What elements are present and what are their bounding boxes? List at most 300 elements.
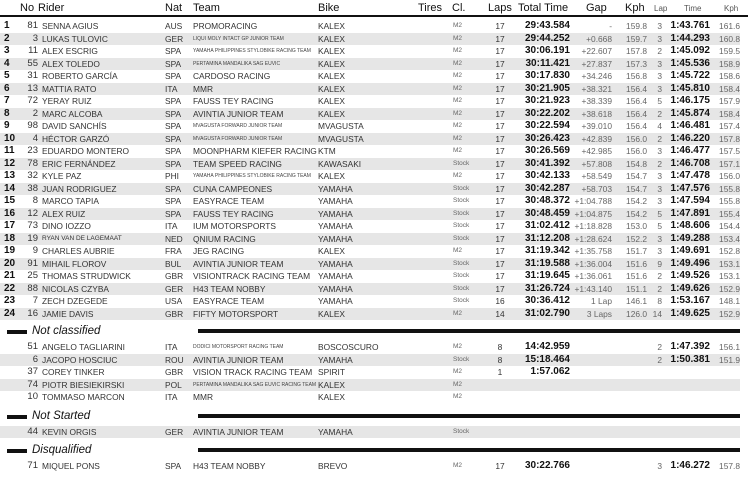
best-lap-number: 3 xyxy=(657,21,662,31)
best-lap-speed: 148.1 xyxy=(719,296,740,306)
team-name: EASYRACE TEAM xyxy=(193,196,265,206)
rider-number: 6 xyxy=(32,353,38,365)
laps: 17 xyxy=(495,283,505,294)
team-name: H43 TEAM NOBBY xyxy=(193,461,266,471)
bike: YAMAHA xyxy=(318,221,353,231)
section-divider xyxy=(198,448,740,452)
best-lap-number: 3 xyxy=(657,71,662,81)
best-lap-time: 1:53.167 xyxy=(670,295,710,306)
nationality: POL xyxy=(165,379,182,390)
best-lap-time: 1:47.891 xyxy=(670,207,710,219)
avg-speed: 156.0 xyxy=(626,146,647,156)
best-lap-time: 1:46.272 xyxy=(670,460,710,471)
position: 8 xyxy=(4,107,10,119)
rider-name: MATTIA RATO xyxy=(42,83,97,94)
class: Stock xyxy=(453,355,470,363)
gap: +1:18.828 xyxy=(574,221,612,231)
position: 17 xyxy=(4,220,16,231)
team-name: LIQUI MOLY INTACT GP JUNIOR TEAM xyxy=(193,35,284,42)
table-row xyxy=(0,195,740,207)
nationality: SPA xyxy=(165,58,182,69)
best-lap-time: 1:49.526 xyxy=(670,270,710,281)
best-lap-time: 1:45.722 xyxy=(670,70,710,81)
position: 16 xyxy=(4,207,16,219)
position: 7 xyxy=(4,95,10,106)
total-time: 30:06.191 xyxy=(524,45,570,56)
best-lap-speed: 158.9 xyxy=(719,58,740,69)
team-name: PERTAMINA MANDALIKA SAG EUVIC RACING TEAM xyxy=(193,381,317,388)
gap: +57.808 xyxy=(581,158,612,169)
gap: +1:04.875 xyxy=(574,208,612,219)
laps: 16 xyxy=(495,296,505,306)
best-lap-speed: 152.9 xyxy=(719,308,740,319)
class: M2 xyxy=(453,134,463,142)
gap: +1:35.758 xyxy=(574,246,612,256)
class: Stock xyxy=(453,159,470,167)
best-lap-time: 1:49.691 xyxy=(670,245,710,256)
team-name: IUM MOTORSPORTS xyxy=(193,221,276,231)
table-row xyxy=(0,258,740,270)
bike: KALEX xyxy=(318,33,346,44)
rider-name: TOMMASO MARCON xyxy=(42,392,125,402)
class: M2 xyxy=(453,109,463,117)
gap: +38.321 xyxy=(581,83,612,94)
bike: KALEX xyxy=(318,46,346,56)
position: 23 xyxy=(4,295,16,306)
team-name: YAMAHA PHILIPPINES STYLOBIKE RACING TEAM xyxy=(193,48,311,54)
laps: 1 xyxy=(497,367,503,377)
team-name: PROMORACING xyxy=(193,21,258,31)
rider-name: RYAN VAN DE LAGEMAAT xyxy=(42,234,122,242)
nationality: FRA xyxy=(165,246,182,256)
best-lap-speed: 153.1 xyxy=(719,271,740,281)
rider-number: 19 xyxy=(27,232,38,244)
nationality: GER xyxy=(165,283,184,294)
avg-speed: 156.8 xyxy=(626,71,647,81)
bike: KTM xyxy=(318,146,336,156)
nationality: GER xyxy=(165,33,184,44)
rider-name: DAVID SANCHÍS xyxy=(42,121,107,131)
bike: YAMAHA xyxy=(318,354,353,365)
rider-number: 12 xyxy=(27,207,38,219)
position: 24 xyxy=(4,307,16,319)
laps: 17 xyxy=(495,108,505,119)
avg-speed: 154.8 xyxy=(626,158,647,169)
bike: YAMAHA xyxy=(318,233,353,244)
gap: +39.010 xyxy=(581,121,612,131)
team-name: QNIUM RACING xyxy=(193,233,256,244)
table-row xyxy=(0,120,740,132)
best-lap-number: 2 xyxy=(657,158,662,169)
best-lap-time: 1:46.708 xyxy=(670,157,710,169)
best-lap-number: 2 xyxy=(657,271,662,281)
total-time: 15:18.464 xyxy=(524,353,570,365)
rider-number: 11 xyxy=(28,45,38,56)
avg-speed: 154.7 xyxy=(626,183,647,194)
rider-name: ALEX ESCRIG xyxy=(42,46,98,56)
best-lap-speed: 156.1 xyxy=(719,342,740,352)
best-lap-number: 2 xyxy=(657,46,662,56)
best-lap-speed: 152.9 xyxy=(719,283,740,294)
nationality: ITA xyxy=(165,83,178,94)
rider-name: MARCO TAPIA xyxy=(42,196,99,206)
nationality: GBR xyxy=(165,367,184,377)
best-lap-time: 1:46.175 xyxy=(670,95,710,106)
header-best-kph: Kph xyxy=(724,4,739,13)
rider-name: MIQUEL PONS xyxy=(42,461,100,471)
team-name: AVINTIA JUNIOR TEAM xyxy=(193,354,284,365)
team-name: VISION TRACK RACING TEAM xyxy=(193,367,313,377)
avg-speed: 157.8 xyxy=(626,46,647,56)
rider-number: 37 xyxy=(27,366,38,377)
laps: 17 xyxy=(495,246,505,256)
nationality: SPA xyxy=(165,183,182,194)
gap: +38.339 xyxy=(581,96,612,106)
bike: KAWASAKI xyxy=(318,158,362,169)
total-time: 1:57.062 xyxy=(530,366,570,377)
class: M2 xyxy=(453,59,463,67)
best-lap-time: 1:48.606 xyxy=(670,220,710,231)
nationality: SPA xyxy=(165,146,182,156)
total-time: 30:11.421 xyxy=(525,57,570,69)
total-time: 30:41.392 xyxy=(524,157,570,169)
avg-speed: 151.6 xyxy=(626,271,647,281)
class: M2 xyxy=(453,393,463,400)
avg-speed: 126.0 xyxy=(626,308,647,319)
best-lap-number: 8 xyxy=(657,296,662,306)
laps: 17 xyxy=(495,158,505,169)
table-row xyxy=(0,295,740,307)
bike: KALEX xyxy=(318,108,346,119)
best-lap-speed: 153.1 xyxy=(719,258,740,269)
gap: +27.837 xyxy=(581,58,612,69)
rider-number: 74 xyxy=(27,378,38,390)
table-row xyxy=(0,133,740,145)
team-name: EASYRACE TEAM xyxy=(193,296,265,306)
rider-name: EDUARDO MONTERO xyxy=(42,146,130,156)
position: 11 xyxy=(4,145,15,156)
nationality: USA xyxy=(165,296,183,306)
best-lap-time: 1:45.092 xyxy=(670,45,710,56)
class: M2 xyxy=(453,343,463,350)
best-lap-speed: 158.4 xyxy=(719,108,740,119)
bike: YAMAHA xyxy=(318,183,353,194)
team-name: H43 TEAM NOBBY xyxy=(193,283,266,294)
laps: 17 xyxy=(495,258,505,269)
team-name: FAUSS TEY RACING xyxy=(193,208,274,219)
nationality: ROU xyxy=(165,354,184,365)
bike: MVAGUSTA xyxy=(318,121,364,131)
best-lap-speed: 158.6 xyxy=(719,71,740,81)
best-lap-time: 1:44.293 xyxy=(670,32,710,44)
best-lap-time: 1:46.220 xyxy=(670,132,710,144)
avg-speed: 152.2 xyxy=(626,233,647,244)
team-name: AVINTIA JUNIOR TEAM xyxy=(193,258,284,269)
laps: 17 xyxy=(495,146,505,156)
section-dash xyxy=(7,330,27,334)
total-time: 14:42.959 xyxy=(524,341,570,352)
table-row xyxy=(0,366,740,378)
header-best-time: Time xyxy=(684,4,702,13)
gap: +58.549 xyxy=(581,171,612,181)
table-row xyxy=(0,354,740,366)
nationality: BUL xyxy=(165,258,182,269)
nationality: PHI xyxy=(165,171,179,181)
avg-speed: 156.4 xyxy=(626,96,647,106)
position: 3 xyxy=(4,45,10,56)
nationality: AUS xyxy=(165,21,183,31)
best-lap-number: 2 xyxy=(657,342,662,352)
gap: +1:36.004 xyxy=(574,258,612,269)
gap: +58.703 xyxy=(581,183,612,194)
gap: +38.618 xyxy=(581,108,612,119)
team-name: MMR xyxy=(193,83,214,94)
total-time: 30:36.412 xyxy=(524,295,570,306)
rider-name: JAMIE DAVIS xyxy=(42,308,94,319)
position: 15 xyxy=(4,195,16,206)
table-row xyxy=(0,108,740,120)
laps: 17 xyxy=(495,221,505,231)
bike: KALEX xyxy=(318,379,346,390)
section-dash xyxy=(7,415,27,419)
bike: YAMAHA xyxy=(318,426,353,437)
best-lap-number: 2 xyxy=(657,108,662,119)
best-lap-time: 1:49.496 xyxy=(670,257,710,269)
best-lap-time: 1:50.381 xyxy=(670,353,710,365)
avg-speed: 146.1 xyxy=(626,296,647,306)
header-laps: Laps xyxy=(488,2,512,14)
section-header xyxy=(0,409,748,425)
bike: YAMAHA xyxy=(318,296,353,306)
position: 12 xyxy=(4,157,16,169)
best-lap-number: 3 xyxy=(657,196,662,206)
class: Stock xyxy=(453,297,470,304)
best-lap-number: 2 xyxy=(657,354,662,365)
position: 5 xyxy=(4,70,10,81)
total-time: 30:42.133 xyxy=(524,170,570,181)
total-time: 31:02.790 xyxy=(524,307,570,319)
bike: KALEX xyxy=(318,83,346,94)
best-lap-speed: 155.8 xyxy=(719,196,740,206)
total-time: 30:21.905 xyxy=(524,82,570,94)
avg-speed: 154.7 xyxy=(626,171,647,181)
best-lap-time: 1:47.576 xyxy=(670,182,710,194)
gap: +34.246 xyxy=(581,71,612,81)
best-lap-time: 1:46.477 xyxy=(670,145,710,156)
bike: SPIRIT xyxy=(318,367,345,377)
best-lap-speed: 156.0 xyxy=(719,171,740,181)
class: Stock xyxy=(453,184,470,192)
best-lap-speed: 152.8 xyxy=(719,246,740,256)
rider-name: MARC ALCOBA xyxy=(42,108,103,119)
best-lap-speed: 157.5 xyxy=(719,146,740,156)
best-lap-speed: 155.4 xyxy=(719,208,740,219)
best-lap-number: 2 xyxy=(657,283,662,294)
gap: +22.607 xyxy=(581,46,612,56)
rider-name: ALEX TOLEDO xyxy=(42,58,100,69)
bike: YAMAHA xyxy=(318,283,353,294)
avg-speed: 159.7 xyxy=(626,33,647,44)
table-row xyxy=(0,426,740,438)
team-name: VISIONTRACK RACING TEAM xyxy=(193,271,311,281)
table-row xyxy=(0,270,740,282)
rider-number: 7 xyxy=(32,295,38,306)
table-row xyxy=(0,158,740,170)
position: 6 xyxy=(4,82,10,94)
bike: KALEX xyxy=(318,171,346,181)
total-time: 31:19.588 xyxy=(524,257,570,269)
total-time: 30:48.372 xyxy=(524,195,570,206)
bike: YAMAHA xyxy=(318,258,353,269)
header-tires: Tires xyxy=(418,2,443,14)
position: 19 xyxy=(4,245,16,256)
nationality: GER xyxy=(165,426,184,437)
laps: 17 xyxy=(495,83,505,94)
rider-name: LUKAS TULOVIC xyxy=(42,33,108,44)
best-lap-time: 1:49.288 xyxy=(670,232,710,244)
class: M2 xyxy=(453,22,463,29)
class: Stock xyxy=(453,234,470,242)
laps: 17 xyxy=(495,46,505,56)
total-time: 30:42.287 xyxy=(524,182,570,194)
team-name: JEG RACING xyxy=(193,246,245,256)
table-row xyxy=(0,308,740,320)
rider-number: 55 xyxy=(27,57,38,69)
gap: +1:04.788 xyxy=(574,196,612,206)
avg-speed: 151.6 xyxy=(626,258,647,269)
position: 2 xyxy=(4,32,10,44)
table-row xyxy=(0,341,740,353)
total-time: 30:26.423 xyxy=(524,132,570,144)
class: M2 xyxy=(453,247,463,254)
nationality: SPA xyxy=(165,158,182,169)
team-name: PERTAMINA MANDALIKA SAG EUVIC xyxy=(193,60,281,67)
laps: 17 xyxy=(495,183,505,194)
bike: YAMAHA xyxy=(318,208,353,219)
class: M2 xyxy=(453,147,463,154)
total-time: 30:22.766 xyxy=(524,460,570,471)
best-lap-speed: 161.6 xyxy=(719,21,740,31)
best-lap-time: 1:47.392 xyxy=(670,341,710,352)
total-time: 31:19.342 xyxy=(524,245,570,256)
laps: 17 xyxy=(495,271,505,281)
rider-number: 32 xyxy=(27,170,38,181)
rider-name: THOMAS STRUDWICK xyxy=(42,271,131,281)
rider-name: JACOPO HOSCIUC xyxy=(42,354,118,365)
rider-number: 2 xyxy=(32,107,38,119)
best-lap-speed: 153.4 xyxy=(719,233,740,244)
table-header xyxy=(0,0,748,17)
laps: 17 xyxy=(495,21,505,31)
best-lap-time: 1:43.761 xyxy=(670,20,710,31)
rider-name: PIOTR BIESIEKIRSKI xyxy=(42,379,125,390)
section-title: Not classified xyxy=(32,325,101,337)
class: M2 xyxy=(453,309,463,317)
header-class: Cl. xyxy=(452,2,466,14)
rider-number: 4 xyxy=(32,132,38,144)
bike: MVAGUSTA xyxy=(318,133,364,144)
team-name: AVINTIA JUNIOR TEAM xyxy=(193,108,284,119)
gap: +0.668 xyxy=(586,33,612,44)
nationality: SPA xyxy=(165,196,182,206)
rider-number: 44 xyxy=(27,425,38,437)
total-time: 29:44.252 xyxy=(524,32,570,44)
table-row xyxy=(0,33,740,45)
laps: 14 xyxy=(495,308,505,319)
nationality: GBR xyxy=(165,308,184,319)
rider-name: CHARLES AUBRIE xyxy=(42,246,115,256)
team-name: MOONPHARM KIEFER RACING xyxy=(193,146,317,156)
header-best-lap: Lap xyxy=(654,4,668,13)
team-name: CARDOSO RACING xyxy=(193,71,271,81)
laps: 8 xyxy=(497,342,503,352)
best-lap-number: 9 xyxy=(657,258,662,269)
nationality: SPA xyxy=(165,461,182,471)
section-divider xyxy=(198,329,740,333)
laps: 17 xyxy=(495,196,505,206)
team-name: TEAM SPEED RACING xyxy=(193,158,282,169)
position: 9 xyxy=(4,120,10,131)
rider-number: 88 xyxy=(27,282,38,294)
laps: 17 xyxy=(495,121,505,131)
team-name: AVINTIA JUNIOR TEAM xyxy=(193,426,284,437)
avg-speed: 154.2 xyxy=(626,196,647,206)
rider-number: 73 xyxy=(27,220,38,231)
table-row xyxy=(0,170,740,182)
table-row xyxy=(0,245,740,257)
team-name: MVAGUSTA FORWARD JUNIOR TEAM xyxy=(193,123,283,129)
table-row xyxy=(0,233,740,245)
position: 22 xyxy=(4,282,16,294)
laps: 8 xyxy=(497,354,503,365)
header-total-time: Total Time xyxy=(518,2,569,14)
bike: KALEX xyxy=(318,308,346,319)
best-lap-speed: 159.5 xyxy=(719,46,740,56)
rider-name: JUAN RODRIGUEZ xyxy=(42,183,117,194)
section-title: Not Started xyxy=(32,409,91,422)
best-lap-speed: 157.8 xyxy=(719,133,740,144)
bike: KALEX xyxy=(318,58,346,69)
gap: +1:43.140 xyxy=(574,283,612,294)
total-time: 31:26.724 xyxy=(524,282,570,294)
total-time: 30:22.202 xyxy=(524,107,570,119)
best-lap-number: 3 xyxy=(657,171,662,181)
rider-number: 91 xyxy=(27,257,38,269)
best-lap-time: 1:45.536 xyxy=(670,57,710,69)
total-time: 31:02.412 xyxy=(524,220,570,231)
rider-number: 31 xyxy=(27,70,38,81)
class: M2 xyxy=(453,72,463,79)
section-header xyxy=(0,443,748,459)
best-lap-number: 14 xyxy=(652,308,662,319)
rider-number: 72 xyxy=(27,95,38,106)
total-time: 31:19.645 xyxy=(524,270,570,281)
total-time: 30:21.923 xyxy=(524,95,570,106)
total-time: 29:43.584 xyxy=(524,20,570,31)
best-lap-number: 4 xyxy=(657,121,662,131)
best-lap-speed: 157.4 xyxy=(719,121,740,131)
nationality: SPA xyxy=(165,208,182,219)
total-time: 30:48.459 xyxy=(524,207,570,219)
laps: 17 xyxy=(495,171,505,181)
best-lap-speed: 154.4 xyxy=(719,221,740,231)
best-lap-speed: 157.9 xyxy=(719,96,740,106)
avg-speed: 156.4 xyxy=(626,108,647,119)
rider-name: ZECH DZEGEDE xyxy=(42,296,108,306)
bike: BREVO xyxy=(318,461,348,471)
table-row xyxy=(0,220,740,232)
header-gap: Gap xyxy=(586,2,607,14)
